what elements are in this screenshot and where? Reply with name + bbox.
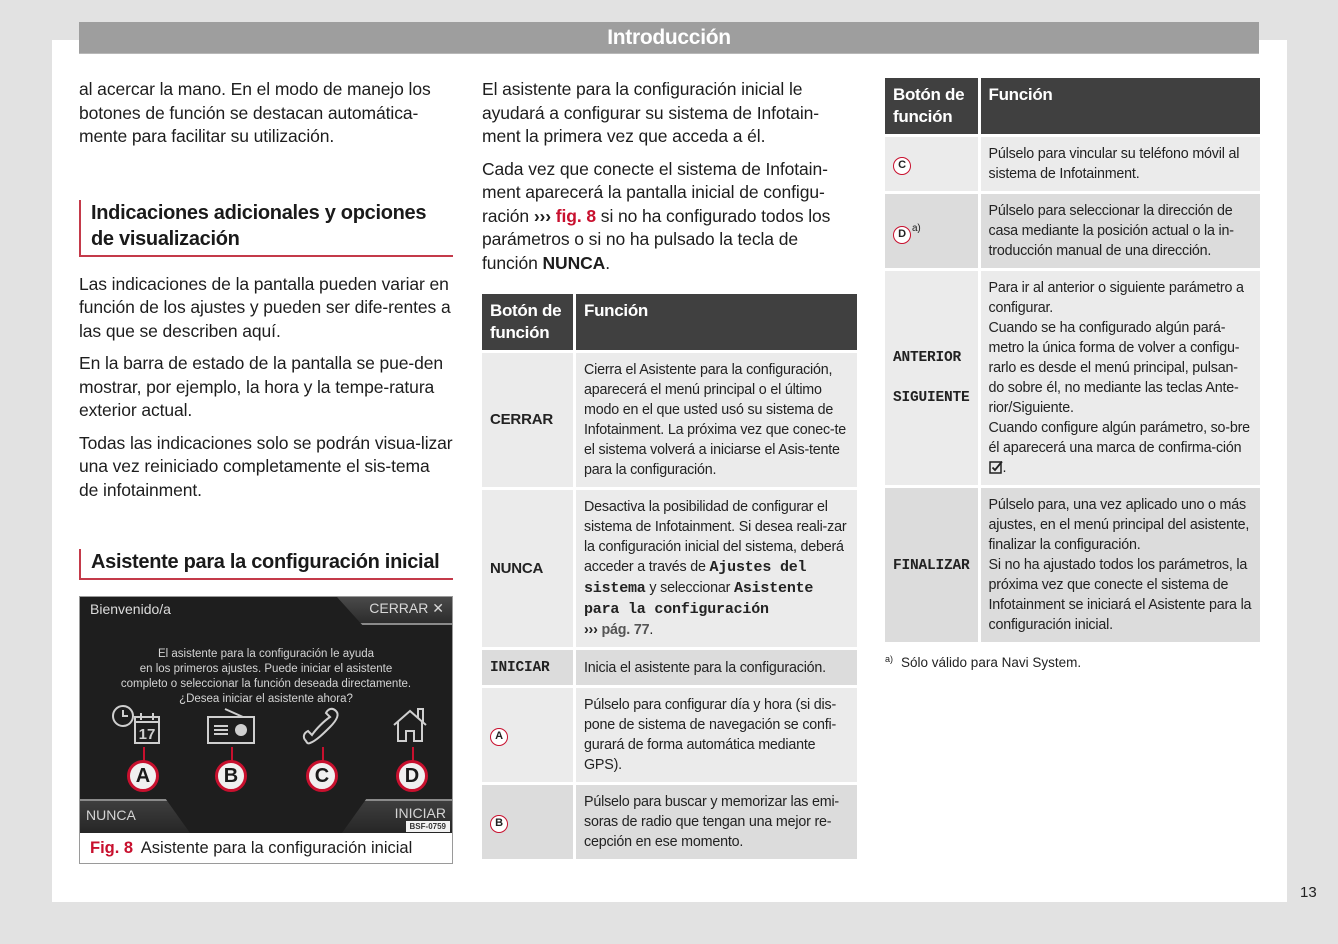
menu-path: Ajustes del sistema (584, 559, 807, 597)
arrow-icon: ››› (533, 205, 552, 226)
header-cell-function: Función (576, 294, 857, 350)
header-cell-button: Botón de función (885, 78, 981, 134)
message-line: en los primeros ajustes. Puede iniciar el asistente (139, 663, 393, 675)
table-row (482, 785, 857, 859)
section-heading-asistente: Asistente para la configuración inicial (79, 549, 453, 580)
button-cell (482, 688, 576, 782)
column-3 (885, 78, 1260, 670)
button-cell (885, 488, 981, 642)
button-label-anterior: ANTERIOR (893, 350, 962, 366)
footnote-mark: a) (912, 222, 921, 234)
text: Cuando configure algún parámetro, so-bre él aparecerá una marca de confirma-ción (988, 420, 1250, 456)
footnote-mark: a) (885, 654, 894, 664)
callout-d: D (396, 760, 428, 792)
text: Cuando se ha configurado algún pará-metro la única forma de volver a configu-rarlo es desde el menú principal, pulsan-do sobre él, no mediante las teclas Ante-rior/Siguiente. (988, 320, 1240, 416)
button-cell (482, 353, 576, 487)
radio-icon[interactable] (203, 703, 263, 748)
phone-icon[interactable] (296, 703, 356, 748)
callout-leader (231, 747, 233, 761)
button-cell (482, 650, 576, 685)
table-row (482, 688, 857, 782)
text: si no ha configurado todos los parámetros o si no ha pulsado la tecla de función (482, 205, 831, 273)
callout-a: A (127, 760, 159, 792)
button-cell (482, 785, 576, 859)
circled-letter-d-icon: D (893, 226, 911, 244)
button-cell (885, 137, 981, 191)
callout-leader (143, 747, 145, 761)
function-cell (576, 490, 857, 647)
close-button[interactable]: CERRAR ✕ (369, 600, 444, 616)
figure-caption-text: Asistente para la configuración inicial (140, 839, 413, 857)
paragraph: Las indicaciones de la pantalla pueden variar en función de los ajustes y pueden ser dife-rentes a las que se describen aquí. (79, 273, 451, 341)
button-cell (885, 194, 981, 268)
text: . (1002, 460, 1007, 476)
image-code: BSF-0759 (406, 821, 450, 832)
clock-calendar-icon[interactable] (110, 703, 170, 748)
text: Para ir al anterior o siguiente parámetro a configurar. (988, 280, 1244, 316)
button-cell (482, 490, 576, 647)
paragraph (482, 158, 857, 276)
callout-leader (322, 747, 324, 761)
button-label-nunca: NUNCA (490, 559, 544, 577)
function-cell: Inicia el asistente para la configuración. (576, 650, 857, 685)
table-row (482, 353, 857, 487)
message-line: El asistente para la configuración le ayuda (157, 648, 375, 660)
callout-leader (412, 747, 414, 761)
figure-label: Fig. 8 (90, 839, 134, 857)
figure-8 (79, 596, 453, 864)
function-cell: Cierra el Asistente para la configuración, aparecerá el menú principal o el último modo en el que usted usó su sistema de Infotainment. La próxima vez que conec-te el sistema volverá a iniciarse el Asis-tente para la configuración. (576, 353, 857, 487)
table-row (885, 194, 1260, 268)
button-label-cerrar: CERRAR (490, 411, 553, 428)
menu-path: Asistente para la configuración (584, 580, 814, 618)
table-row (885, 271, 1260, 485)
function-cell: Púlselo para buscar y memorizar las emi-soras de radio que tengan una mejor re-cepción en ese momento. (576, 785, 857, 859)
text: . (649, 622, 654, 638)
paragraph: Todas las indicaciones solo se podrán visua-lizar una vez reiniciado completamente el sis-tema de infotainment. (79, 432, 453, 500)
footnote (885, 654, 1260, 670)
figure-reference-link[interactable]: fig. 8 (555, 205, 597, 226)
column-2 (482, 78, 857, 862)
page-reference-link[interactable]: pág. 77 (601, 622, 650, 638)
function-cell: Púlselo para vincular su teléfono móvil al sistema de Infotainment. (981, 137, 1260, 191)
text: Cada vez que conecte el sistema de Infotain-ment aparecerá la pantalla inicial de configu-ración (482, 158, 828, 226)
table-row (885, 488, 1260, 642)
circled-letter-c-icon: C (893, 157, 911, 175)
table-row (482, 650, 857, 685)
function-table-2 (885, 75, 1260, 645)
table-row (885, 137, 1260, 191)
screen-title: Bienvenido/a (90, 601, 171, 617)
callout-b: B (215, 760, 247, 792)
button-cell (885, 271, 981, 485)
text-with-icon (989, 418, 1252, 478)
header-cell-button: Botón de función (482, 294, 576, 350)
function-table-1 (482, 291, 857, 862)
nunca-button[interactable]: NUNCA (86, 807, 136, 823)
table-header-row (482, 294, 857, 350)
iniciar-button[interactable]: INICIAR (394, 805, 446, 821)
function-cell (981, 271, 1260, 485)
message-line: ¿Desea iniciar el asistente ahora? (179, 693, 353, 705)
text: Si no ha ajustado todos los parámetros, la próxima vez que conecte el sistema de Infotainment se iniciará el Asistente para la configuración inicial. (988, 557, 1252, 633)
text: . (605, 252, 610, 273)
text: y seleccionar (645, 580, 735, 596)
svg-text:17: 17 (138, 726, 156, 743)
section-heading-indicaciones: Indicaciones adicionales y opciones de visualización (79, 200, 453, 257)
footnote-text: Sólo válido para Navi System. (901, 655, 1082, 670)
button-label-siguiente: SIGUIENTE (893, 390, 970, 406)
page-number: 13 (1300, 884, 1317, 901)
paragraph: En la barra de estado de la pantalla se pue-den mostrar, por ejemplo, la hora y la tempe-ratura exterior actual. (79, 353, 444, 420)
table-row (482, 490, 857, 647)
button-label-iniciar: INICIAR (490, 660, 550, 676)
function-cell: Púlselo para configurar día y hora (si dis-pone de sistema de navegación se confi-gurará de forma automática mediante GPS). (576, 688, 857, 782)
function-cell: Púlselo para seleccionar la dirección de casa mediante la posición actual o la in-troducción manual de una dirección. (981, 194, 1260, 268)
header-cell-function: Función (981, 78, 1260, 134)
function-cell (981, 488, 1260, 642)
infotainment-screen (80, 597, 452, 833)
circled-letter-b-icon: B (490, 815, 508, 833)
figure-caption (80, 833, 452, 863)
intro-paragraph: al acercar la mano. En el modo de manejo los botones de función se destacan automática-mente para facilitar su utilización. (79, 79, 431, 146)
callout-c: C (306, 760, 338, 792)
arrow-icon: ››› (584, 622, 598, 638)
chapter-title: Introducción (607, 26, 731, 49)
button-label-finalizar: FINALIZAR (893, 557, 970, 574)
chapter-header-bar (79, 22, 1259, 54)
message-line: completo o seleccionar la función deseada directamente. (120, 678, 412, 690)
screen-message (80, 647, 452, 707)
home-icon[interactable] (386, 703, 446, 748)
checkbox-checked-icon (989, 460, 1003, 474)
table-header-row (885, 78, 1260, 134)
paragraph: El asistente para la configuración inicial le ayudará a configurar su sistema de Infotain-ment la primera vez que acceda a él. (482, 79, 820, 146)
text: Desactiva la posibilidad de configurar el sistema de Infotainment. Si desea reali-zar la configuración inicial del sistema, deberá acceder a través de (584, 499, 847, 575)
column-1 (79, 78, 453, 864)
circled-letter-a-icon: A (490, 728, 508, 746)
text: Púlselo para, una vez aplicado uno o más ajustes, en el menú principal del asistente, finalizar la configuración. (988, 497, 1250, 553)
function-key-name: NUNCA (542, 252, 606, 273)
